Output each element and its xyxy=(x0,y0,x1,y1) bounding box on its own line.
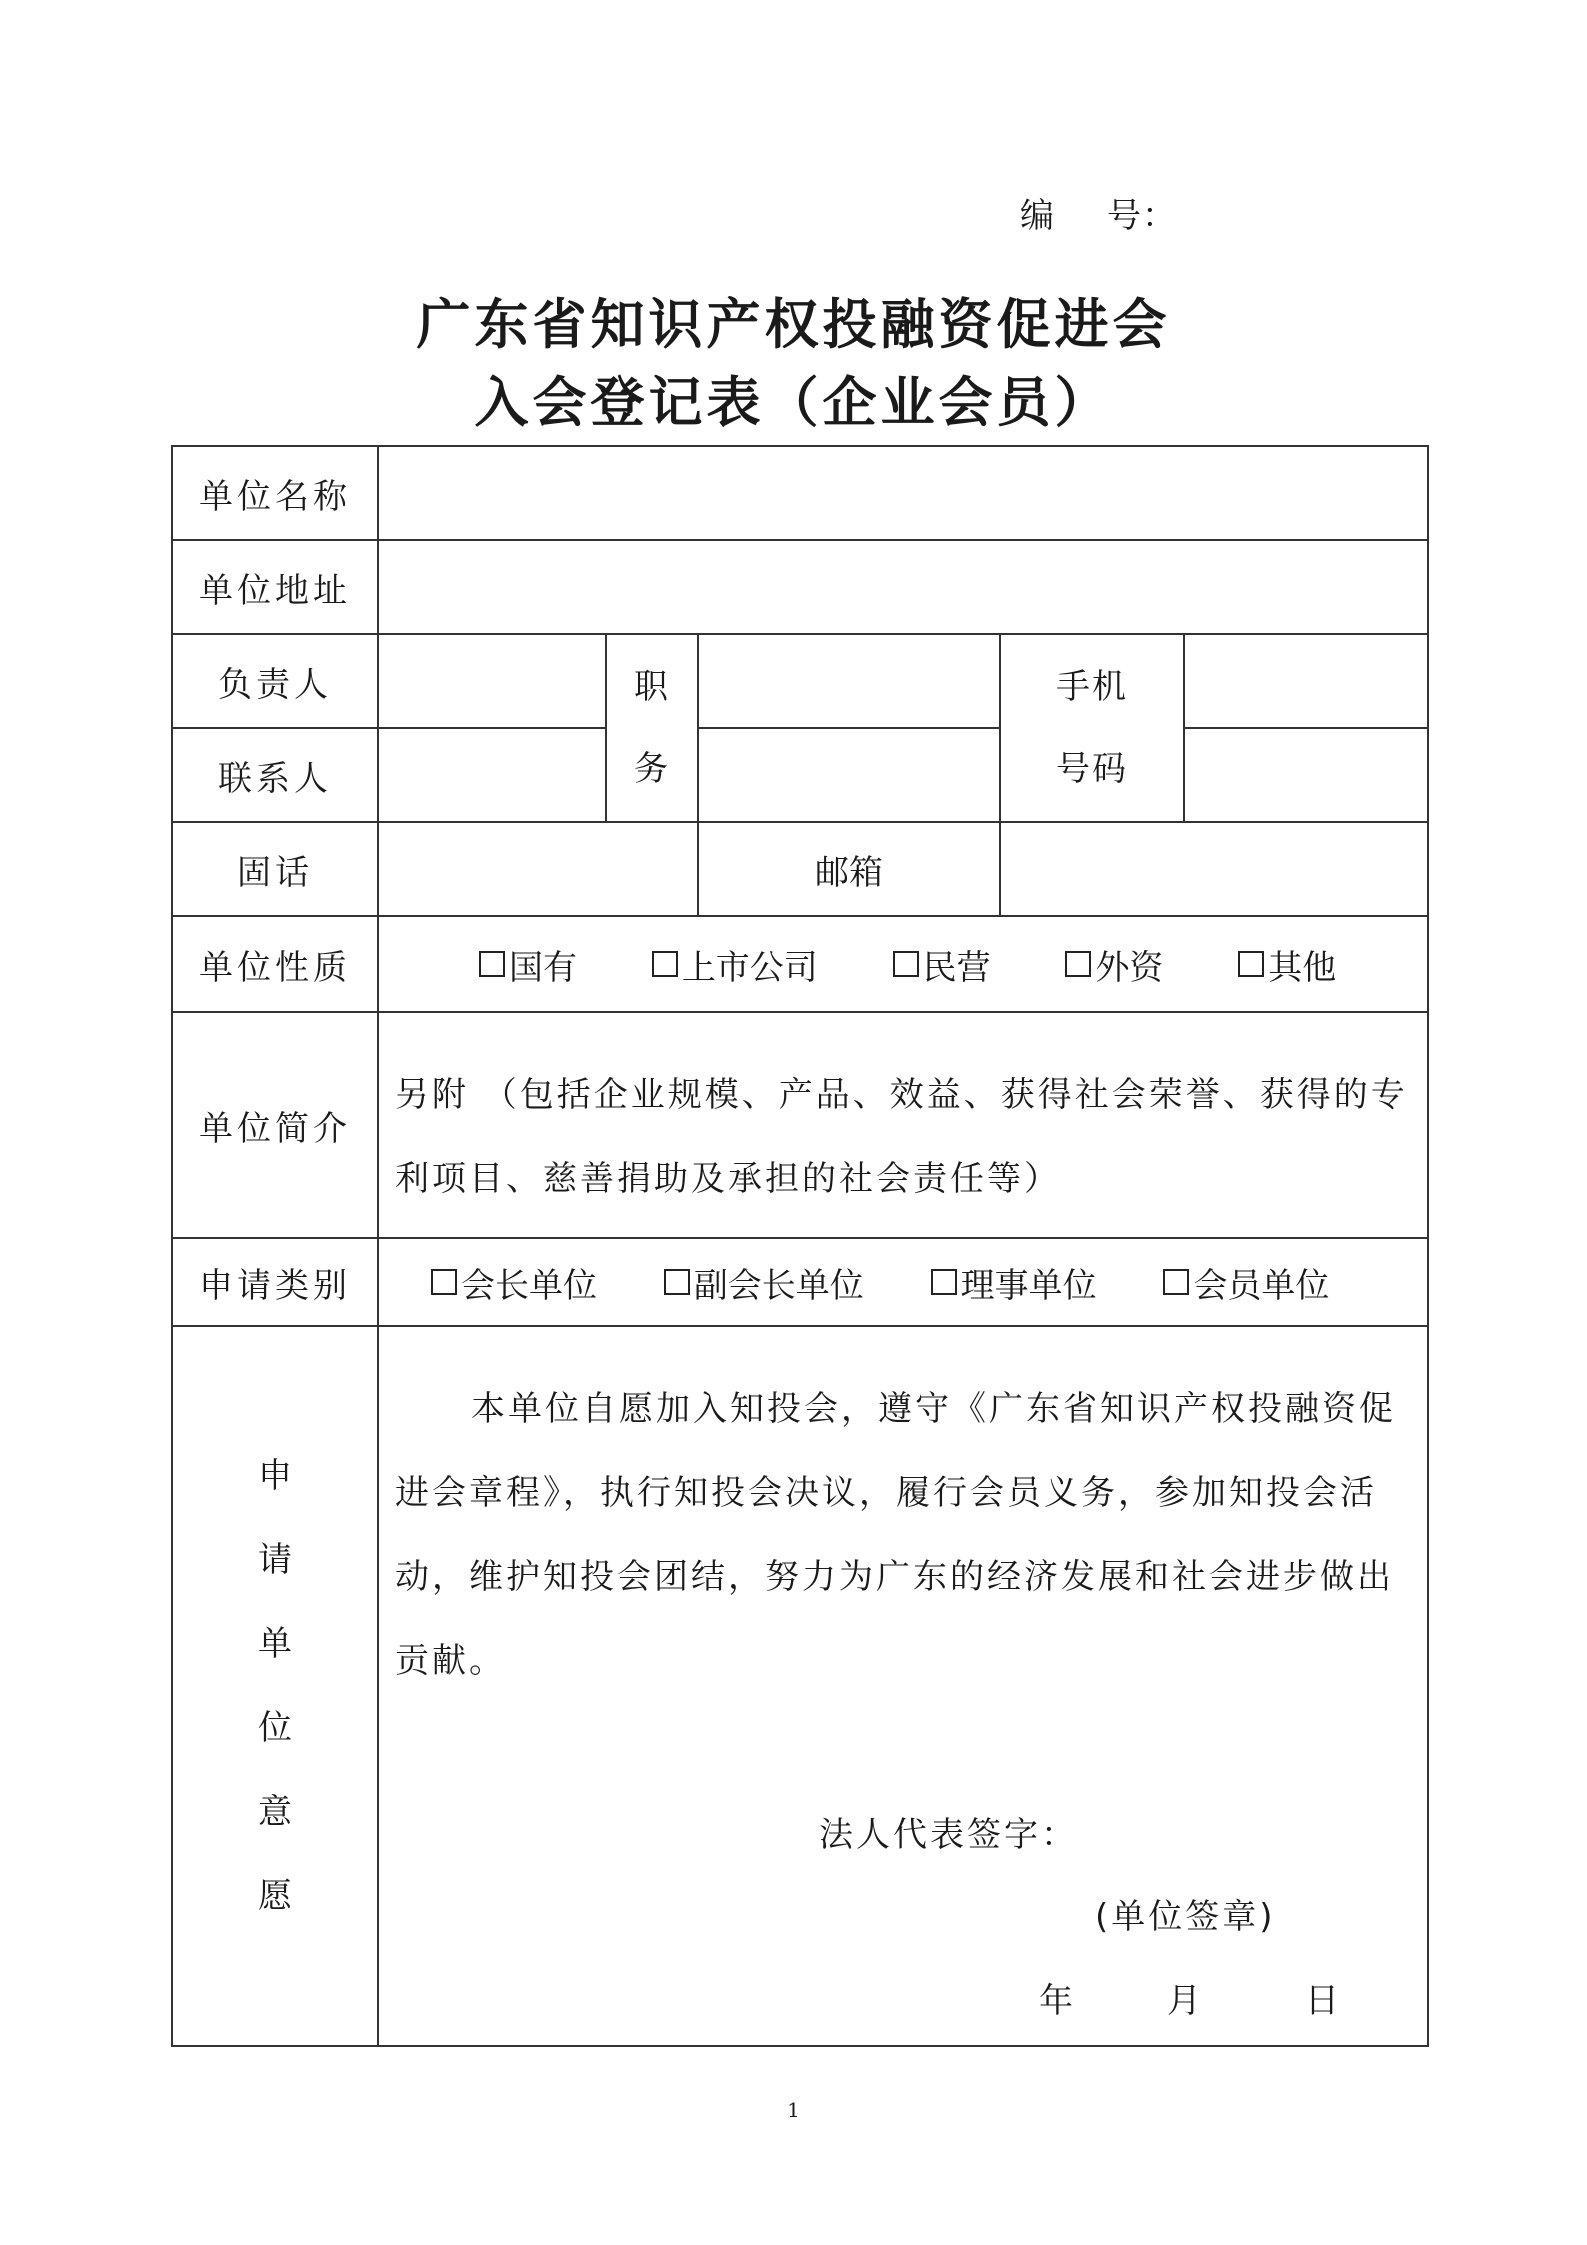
checkbox[interactable] xyxy=(1238,951,1264,977)
intent-label-char: 位 xyxy=(258,1708,292,1748)
mobile-label-line: 手机 xyxy=(1056,667,1128,707)
intent-label-char: 申 xyxy=(258,1456,292,1496)
unit-nature-label: 单位性质 xyxy=(172,916,378,1012)
contact-person-position-field[interactable] xyxy=(698,728,1000,822)
intent-declaration-cell xyxy=(378,1326,1428,2046)
person-in-charge-field[interactable] xyxy=(378,634,606,728)
person-in-charge-mobile-field[interactable] xyxy=(1184,634,1428,728)
contact-person-field[interactable] xyxy=(378,728,606,822)
checkbox[interactable] xyxy=(1163,1269,1189,1295)
unit-nature-option[interactable] xyxy=(479,940,577,989)
category-options xyxy=(378,1238,1428,1326)
unit-nature-option[interactable] xyxy=(652,940,818,989)
unit-nature-options xyxy=(378,916,1428,1012)
intent-label-char: 请 xyxy=(258,1540,292,1580)
option-label: 会员单位 xyxy=(1193,1265,1330,1306)
checkbox[interactable] xyxy=(1065,951,1091,977)
option-label: 会长单位 xyxy=(461,1265,597,1306)
option-label: 上市公司 xyxy=(681,947,818,988)
landline-field[interactable] xyxy=(378,822,698,916)
checkbox[interactable] xyxy=(664,1269,690,1295)
serial-number-label xyxy=(1020,188,1177,237)
category-label: 申请类别 xyxy=(172,1238,378,1326)
unit-nature-option[interactable] xyxy=(1065,940,1163,989)
category-option[interactable] xyxy=(1163,1258,1329,1307)
registration-form-table xyxy=(171,445,1429,2047)
date-day-label: 日 xyxy=(1305,1981,1339,2021)
category-option[interactable] xyxy=(931,1258,1097,1307)
option-label: 国有 xyxy=(509,947,577,988)
date-month-label: 月 xyxy=(1167,1981,1201,2021)
landline-label: 固话 xyxy=(172,822,378,916)
unit-intro-field[interactable]: 另附 （包括企业规模、产品、效益、获得社会荣誉、获得的专利项目、慈善捐助及承担的社会责任等） xyxy=(378,1012,1428,1238)
document-subtitle: 入会登记表（企业会员） xyxy=(474,370,1113,434)
option-label: 副会长单位 xyxy=(693,1265,864,1306)
position-label xyxy=(606,634,698,822)
intent-label-char: 愿 xyxy=(258,1876,292,1916)
option-label: 外资 xyxy=(1095,947,1164,988)
unit-name-label: 单位名称 xyxy=(172,446,378,540)
mobile-label-line: 号码 xyxy=(1056,749,1128,789)
page-number: 1 xyxy=(787,2098,800,2122)
email-label: 邮箱 xyxy=(698,822,1000,916)
intent-label-char: 单 xyxy=(258,1624,292,1664)
document-title: 广东省知识产权投融资促进会 xyxy=(416,292,1171,356)
unit-address-label: 单位地址 xyxy=(172,540,378,634)
person-in-charge-label: 负责人 xyxy=(172,634,378,728)
intent-label-char: 意 xyxy=(258,1792,292,1832)
serial-label-char: 号： xyxy=(1107,196,1177,236)
serial-label-char: 编 xyxy=(1020,196,1055,236)
unit-nature-option[interactable] xyxy=(893,940,991,989)
intent-label xyxy=(172,1326,378,2046)
unit-name-field[interactable] xyxy=(378,446,1428,540)
category-option[interactable] xyxy=(431,1258,597,1307)
mobile-label xyxy=(1000,634,1184,822)
option-label: 民营 xyxy=(922,947,991,988)
checkbox[interactable] xyxy=(893,951,919,977)
position-label-char: 职 xyxy=(634,667,670,707)
unit-address-field[interactable] xyxy=(378,540,1428,634)
unit-intro-label: 单位简介 xyxy=(172,1012,378,1238)
contact-person-label: 联系人 xyxy=(172,728,378,822)
checkbox[interactable] xyxy=(931,1269,957,1295)
position-label-char: 务 xyxy=(634,749,670,789)
option-label: 理事单位 xyxy=(960,1265,1097,1306)
legal-representative-signature-label: 法人代表签字： xyxy=(819,1815,1078,1855)
unit-seal-label: (单位签章) xyxy=(1095,1897,1276,1937)
checkbox[interactable] xyxy=(652,951,678,977)
email-field[interactable] xyxy=(1000,822,1428,916)
date-year-label: 年 xyxy=(1039,1981,1073,2021)
intent-declaration-text: 本单位自愿加入知投会，遵守《广东省知识产权投融资促进会章程》，执行知投会决议，履行会员义务，参加知投会活动，维护知投会团结，努力为广东的经济发展和社会进步做出贡献。 xyxy=(395,1389,1396,1681)
person-in-charge-position-field[interactable] xyxy=(698,634,1000,728)
category-option[interactable] xyxy=(664,1258,864,1307)
contact-person-mobile-field[interactable] xyxy=(1184,728,1428,822)
signature-date xyxy=(1039,1973,1339,2022)
checkbox[interactable] xyxy=(431,1269,457,1295)
checkbox[interactable] xyxy=(479,951,505,977)
option-label: 其他 xyxy=(1268,947,1337,988)
unit-nature-option[interactable] xyxy=(1238,940,1336,989)
